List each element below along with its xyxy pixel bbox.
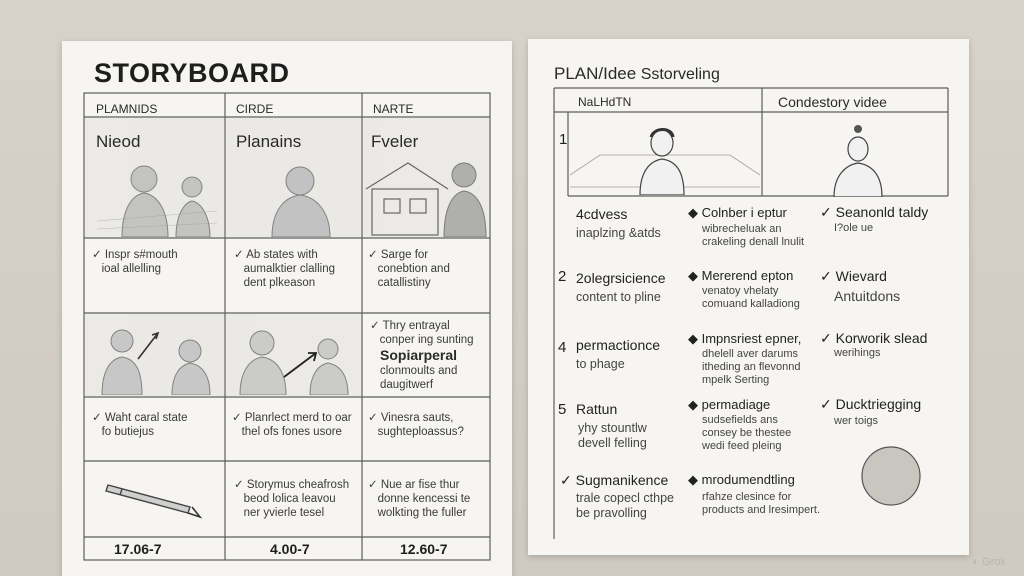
footer-time-2: 4.00-7 xyxy=(270,541,310,557)
plan-row1-head: 4cdvess xyxy=(576,206,628,222)
storyboard-sheet xyxy=(62,41,512,576)
row2-note-1: ✓ Waht caral state fo butiejus xyxy=(92,412,188,438)
row2-side-note-rest: clonmoults and daugitwerf xyxy=(380,365,458,391)
sketch-pen-arrow xyxy=(102,473,212,525)
column-header-3: NARTE xyxy=(373,102,414,116)
plan-column-header-2: Condestory videe xyxy=(778,94,887,110)
panel-subhead-1: Niеod xyxy=(96,132,141,151)
plan-row5-mid-body: rfahze clesince for products and lresimpert. xyxy=(702,491,820,516)
plan-row3-right-head: ✓ Korworik slead xyxy=(820,330,928,346)
plan-row3-mid-head: ◆ Impnsriest epner, xyxy=(688,331,802,346)
footer-time-1: 17.06-7 xyxy=(114,541,162,557)
plan-title-bold: PLAN/Idee xyxy=(554,64,637,83)
row1-note-3: ✓ Sarge for conebtion and catallistiny xyxy=(368,249,450,289)
plan-row4-head: Rattun xyxy=(576,401,618,417)
sketch-house-figure xyxy=(364,149,488,237)
row-number-1: 1 xyxy=(559,131,568,148)
plan-row1-body: inaplzing &atds xyxy=(576,226,661,240)
row2-note-2: ✓ Planrlect merd to oar thel ofs fones usore xyxy=(232,412,352,438)
plan-row2-right-head: ✓ Wievard xyxy=(820,268,887,284)
sketch-arrow-figures xyxy=(232,319,358,395)
sketch-woman-bust xyxy=(818,117,898,197)
sketch-circle xyxy=(858,443,924,509)
plan-row2-head: 2olegrsicience xyxy=(576,270,666,286)
row-number-4: 5 xyxy=(558,401,567,418)
plan-row3-right-body: werihings xyxy=(834,347,881,359)
sketch-man-at-table xyxy=(570,115,760,195)
plan-row5-body: trale copecl cthpe be pravolling xyxy=(576,491,674,520)
sketch-woman-profile xyxy=(238,151,358,237)
row2-note-3: ✓ Vinesra sauts, sughteploassus? xyxy=(368,412,464,438)
plan-row1-mid-head: ◆ Colnber i eptur xyxy=(688,205,787,220)
plan-row3-mid-body: dhelell aver darums itheding an flevonnd mpelk Serting xyxy=(702,348,801,386)
plan-row4-mid-body: sudsefields ans consey be thestee wedi feed pleing xyxy=(702,414,792,452)
plan-row4-mid-head: ◆ permadiage xyxy=(688,397,771,412)
sketch-woman-crowd xyxy=(92,151,222,237)
plan-row3-head: permactionce xyxy=(576,337,661,353)
column-header-2: CIRDE xyxy=(236,102,274,116)
plan-column-header-1: NaLHdTN xyxy=(578,95,632,109)
plan-title-rest: Sstorveling xyxy=(640,66,720,83)
row3-note-3: ✓ Nue ar fise thur donne kencessi te wolkting the fuller xyxy=(368,479,471,519)
plan-sheet xyxy=(528,39,969,555)
plan-row2-mid-body: venatoy vhelaty comuand kalladiong xyxy=(702,285,800,310)
panel-subhead-3: Fveler xyxy=(371,132,419,151)
plan-row1-right-head: ✓ Seanonld taldy xyxy=(820,204,929,220)
plan-row1-mid-body: wibrecheluak an crakeling denall lnulit xyxy=(702,223,805,248)
row1-note-2: ✓ Ab states with aumalktier clalling dent plkeason xyxy=(234,249,335,289)
plan-row4-body: yhy stountlw devell felling xyxy=(578,421,647,450)
plan-row5-head: ✓ Sugmanikence xyxy=(560,472,669,488)
plan-row3-body: to phage xyxy=(576,357,625,371)
column-header-1: PLAMNIDS xyxy=(96,102,158,116)
footer-time-3: 12.60-7 xyxy=(400,541,448,557)
plan-row1-right-body: I?ole ue xyxy=(834,222,874,234)
row3-note-2: ✓ Storymus cheafrosh beod lolica leavou ner yvierle tesel xyxy=(234,479,350,519)
row2-side-note-small: ✓ Thry entrayal conper ing sunting xyxy=(370,320,474,346)
watermark-text: Grok xyxy=(982,556,1006,568)
plan-row4-right-head: ✓ Ducktriegging xyxy=(820,396,922,412)
plan-row5-mid-head: ◆ mrodumendtling xyxy=(688,472,795,487)
plan-row4-right-body: wer toigs xyxy=(834,415,879,427)
plan-row2-mid-head: ◆ Mererend epton xyxy=(688,268,794,283)
panel-subhead-2: Planains xyxy=(236,132,302,151)
row2-side-note-bold: Sopiarperal xyxy=(380,347,458,363)
row-number-2: 2 xyxy=(558,268,567,285)
plan-row2-body: content to pline xyxy=(576,290,661,304)
plan-row2-right-body: Antuitdons xyxy=(834,288,901,304)
sketch-pointing-figures xyxy=(92,319,222,395)
row1-note-1: ✓ Inspr s#mouth ioal allelling xyxy=(92,249,178,275)
storyboard-title: STORYBOARD xyxy=(94,58,290,88)
watermark: ◐ Grok xyxy=(972,556,1006,568)
row-number-3: 4 xyxy=(558,339,567,356)
